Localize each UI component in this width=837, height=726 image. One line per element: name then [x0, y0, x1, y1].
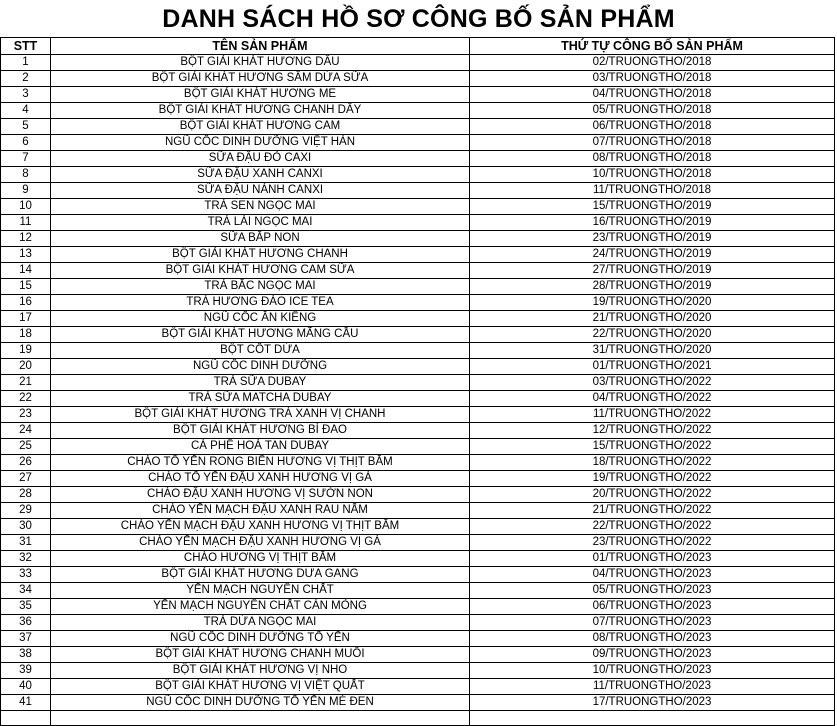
row-stt-cell[interactable]: 25 — [1, 439, 51, 455]
row-stt-cell[interactable]: 32 — [1, 551, 51, 567]
table-row — [1, 55, 835, 71]
row-announcement-number-cell[interactable]: 11/TRUONGTHO/2022 — [470, 407, 835, 423]
row-product-name-cell[interactable]: BỘT GIẢI KHÁT HƯƠNG TRÀ XANH VỊ CHANH — [51, 407, 470, 423]
row-announcement-number-cell[interactable]: 08/TRUONGTHO/2023 — [470, 631, 835, 647]
row-announcement-number-cell[interactable]: 23/TRUONGTHO/2022 — [470, 535, 835, 551]
table-row — [1, 455, 835, 471]
row-stt-cell[interactable]: 10 — [1, 199, 51, 215]
table-row — [1, 295, 835, 311]
table-row — [1, 247, 835, 263]
row-stt-cell[interactable]: 30 — [1, 519, 51, 535]
row-stt-cell[interactable]: 9 — [1, 183, 51, 199]
table-row — [1, 199, 835, 215]
row-announcement-number-cell[interactable]: 19/TRUONGTHO/2022 — [470, 471, 835, 487]
row-announcement-number-cell[interactable]: 04/TRUONGTHO/2023 — [470, 567, 835, 583]
row-announcement-number-cell[interactable]: 03/TRUONGTHO/2018 — [470, 71, 835, 87]
row-product-name-cell[interactable]: CHÁO TỔ YẾN ĐẬU XANH HƯƠNG VỊ GÀ — [51, 471, 470, 487]
row-stt-cell[interactable]: 4 — [1, 103, 51, 119]
row-stt-cell[interactable]: 5 — [1, 119, 51, 135]
table-row — [1, 647, 835, 663]
row-product-name-cell[interactable]: CHÁO YẾN MẠCH ĐẬU XANH HƯƠNG VỊ GÀ — [51, 535, 470, 551]
row-product-name-cell[interactable]: TRÀ HƯƠNG ĐÀO ICE TEA — [51, 295, 470, 311]
empty-cell[interactable] — [1, 711, 51, 726]
row-announcement-number-cell[interactable]: 22/TRUONGTHO/2022 — [470, 519, 835, 535]
row-announcement-number-cell[interactable]: 03/TRUONGTHO/2022 — [470, 375, 835, 391]
empty-cell[interactable] — [470, 711, 835, 726]
header-row — [1, 38, 835, 55]
row-stt-cell[interactable]: 7 — [1, 151, 51, 167]
table-row — [1, 535, 835, 551]
table-row — [1, 471, 835, 487]
row-product-name-cell[interactable]: BỘT GIẢI KHÁT HƯƠNG DÂU — [51, 55, 470, 71]
header-announcement-number[interactable]: THỨ TỰ CÔNG BỐ SẢN PHẨM — [470, 38, 835, 55]
sheet-title: DANH SÁCH HỒ SƠ CÔNG BỐ SẢN PHẨM — [162, 5, 675, 33]
table-row — [1, 423, 835, 439]
row-stt-cell[interactable]: 22 — [1, 391, 51, 407]
row-announcement-number-cell[interactable]: 23/TRUONGTHO/2019 — [470, 231, 835, 247]
table-row — [1, 103, 835, 119]
row-stt-cell[interactable]: 41 — [1, 695, 51, 711]
row-product-name-cell[interactable]: NGŨ CỐC DINH DƯỠNG — [51, 359, 470, 375]
table-row — [1, 87, 835, 103]
table-row — [1, 439, 835, 455]
table-row — [1, 503, 835, 519]
row-product-name-cell[interactable]: SỮA BẮP NON — [51, 231, 470, 247]
row-product-name-cell[interactable]: TRÀ SỮA MATCHA DUBAY — [51, 391, 470, 407]
table-body — [1, 55, 835, 726]
row-announcement-number-cell[interactable]: 06/TRUONGTHO/2023 — [470, 599, 835, 615]
row-product-name-cell[interactable]: BỘT GIẢI KHÁT HƯƠNG CAM SỮA — [51, 263, 470, 279]
row-product-name-cell[interactable]: BỘT GIẢI KHÁT HƯƠNG DƯA GANG — [51, 567, 470, 583]
row-product-name-cell[interactable]: SỮA ĐẬU ĐỎ CAXI — [51, 151, 470, 167]
row-announcement-number-cell[interactable]: 12/TRUONGTHO/2022 — [470, 423, 835, 439]
table-row — [1, 599, 835, 615]
row-product-name-cell[interactable]: BỘT GIẢI KHÁT HƯƠNG SÂM DỨA SỮA — [51, 71, 470, 87]
row-announcement-number-cell[interactable]: 11/TRUONGTHO/2018 — [470, 183, 835, 199]
row-product-name-cell[interactable]: SỮA ĐẬU XANH CANXI — [51, 167, 470, 183]
row-announcement-number-cell[interactable]: 31/TRUONGTHO/2020 — [470, 343, 835, 359]
row-stt-cell[interactable]: 37 — [1, 631, 51, 647]
table-row — [1, 183, 835, 199]
row-product-name-cell[interactable]: YẾN MẠCH NGUYÊN CHẤT CÁN MỎNG — [51, 599, 470, 615]
table-row — [1, 167, 835, 183]
row-product-name-cell[interactable]: NGŨ CỐC ĂN KIÊNG — [51, 311, 470, 327]
row-announcement-number-cell[interactable]: 20/TRUONGTHO/2022 — [470, 487, 835, 503]
row-product-name-cell[interactable]: BỘT GIẢI KHÁT HƯƠNG CHANH DÂY — [51, 103, 470, 119]
table-row — [1, 375, 835, 391]
row-announcement-number-cell[interactable]: 01/TRUONGTHO/2021 — [470, 359, 835, 375]
row-announcement-number-cell[interactable]: 24/TRUONGTHO/2019 — [470, 247, 835, 263]
row-stt-cell[interactable]: 26 — [1, 455, 51, 471]
table-row — [1, 695, 835, 711]
row-product-name-cell[interactable]: BỘT GIẢI KHÁT HƯƠNG BÍ ĐAO — [51, 423, 470, 439]
table-row — [1, 487, 835, 503]
table-row — [1, 119, 835, 135]
row-stt-cell[interactable]: 36 — [1, 615, 51, 631]
header-stt[interactable]: STT — [1, 38, 51, 55]
row-product-name-cell[interactable]: BỘT GIẢI KHÁT HƯƠNG CHANH MUỐI — [51, 647, 470, 663]
row-product-name-cell[interactable]: TRÀ BẮC NGỌC MAI — [51, 279, 470, 295]
row-announcement-number-cell[interactable]: 01/TRUONGTHO/2023 — [470, 551, 835, 567]
row-announcement-number-cell[interactable]: 10/TRUONGTHO/2018 — [470, 167, 835, 183]
table-row — [1, 263, 835, 279]
table-row — [1, 567, 835, 583]
row-announcement-number-cell[interactable]: 02/TRUONGTHO/2018 — [470, 55, 835, 71]
row-stt-cell[interactable]: 3 — [1, 87, 51, 103]
row-announcement-number-cell[interactable]: 10/TRUONGTHO/2023 — [470, 663, 835, 679]
row-product-name-cell[interactable]: SỮA ĐẬU NÀNH CANXI — [51, 183, 470, 199]
row-announcement-number-cell[interactable]: 04/TRUONGTHO/2018 — [470, 87, 835, 103]
row-announcement-number-cell[interactable]: 21/TRUONGTHO/2022 — [470, 503, 835, 519]
table-row — [1, 663, 835, 679]
table-row — [1, 343, 835, 359]
row-product-name-cell[interactable]: CÀ PHÊ HOÀ TAN DUBAY — [51, 439, 470, 455]
table-row — [1, 151, 835, 167]
row-stt-cell[interactable]: 33 — [1, 567, 51, 583]
row-announcement-number-cell[interactable]: 18/TRUONGTHO/2022 — [470, 455, 835, 471]
row-product-name-cell[interactable]: NGŨ CỐC DINH DƯỠNG TỔ YẾN — [51, 631, 470, 647]
row-stt-cell[interactable]: 28 — [1, 487, 51, 503]
row-announcement-number-cell[interactable]: 17/TRUONGTHO/2023 — [470, 695, 835, 711]
row-stt-cell[interactable]: 24 — [1, 423, 51, 439]
table-row — [1, 679, 835, 695]
row-product-name-cell[interactable]: BỘT GIẢI KHÁT HƯƠNG VỊ NHO — [51, 663, 470, 679]
row-announcement-number-cell[interactable]: 08/TRUONGTHO/2018 — [470, 151, 835, 167]
empty-cell[interactable] — [51, 711, 470, 726]
row-announcement-number-cell[interactable]: 07/TRUONGTHO/2023 — [470, 615, 835, 631]
row-announcement-number-cell[interactable]: 05/TRUONGTHO/2018 — [470, 103, 835, 119]
row-product-name-cell[interactable]: NGŨ CỐC DINH DƯỠNG VIỆT HÀN — [51, 135, 470, 151]
row-stt-cell[interactable]: 21 — [1, 375, 51, 391]
row-product-name-cell[interactable]: TRÀ LÀI NGỌC MAI — [51, 215, 470, 231]
table-row — [1, 311, 835, 327]
row-stt-cell[interactable]: 34 — [1, 583, 51, 599]
row-announcement-number-cell[interactable]: 16/TRUONGTHO/2019 — [470, 215, 835, 231]
row-stt-cell[interactable]: 16 — [1, 295, 51, 311]
header-product-name[interactable]: TÊN SẢN PHẨM — [51, 38, 470, 55]
row-product-name-cell[interactable]: BỘT CỐT DỪA — [51, 343, 470, 359]
row-product-name-cell[interactable]: BỘT GIẢI KHÁT HƯƠNG VỊ VIỆT QUẤT — [51, 679, 470, 695]
row-stt-cell[interactable]: 19 — [1, 343, 51, 359]
row-announcement-number-cell[interactable]: 11/TRUONGTHO/2023 — [470, 679, 835, 695]
row-stt-cell[interactable]: 14 — [1, 263, 51, 279]
row-product-name-cell[interactable]: BỘT GIẢI KHÁT HƯƠNG MÃNG CẦU — [51, 327, 470, 343]
row-stt-cell[interactable]: 23 — [1, 407, 51, 423]
row-stt-cell[interactable]: 29 — [1, 503, 51, 519]
row-product-name-cell[interactable]: NGŨ CỐC DINH DƯỠNG TỔ YẾN MÈ ĐEN — [51, 695, 470, 711]
row-product-name-cell[interactable]: CHÁO YẾN MẠCH ĐẬU XANH HƯƠNG VỊ THỊT BẰM — [51, 519, 470, 535]
table-row — [1, 215, 835, 231]
table-row — [1, 615, 835, 631]
row-announcement-number-cell[interactable]: 15/TRUONGTHO/2022 — [470, 439, 835, 455]
row-product-name-cell[interactable]: BỘT GIẢI KHÁT HƯƠNG CHANH — [51, 247, 470, 263]
row-product-name-cell[interactable]: TRÀ SỮA DUBAY — [51, 375, 470, 391]
row-stt-cell[interactable]: 11 — [1, 215, 51, 231]
row-product-name-cell[interactable]: BỘT GIẢI KHÁT HƯƠNG CAM — [51, 119, 470, 135]
table-row — [1, 407, 835, 423]
row-stt-cell[interactable]: 38 — [1, 647, 51, 663]
table-row — [1, 231, 835, 247]
row-announcement-number-cell[interactable]: 07/TRUONGTHO/2018 — [470, 135, 835, 151]
row-stt-cell[interactable]: 6 — [1, 135, 51, 151]
row-stt-cell[interactable]: 1 — [1, 55, 51, 71]
row-stt-cell[interactable]: 12 — [1, 231, 51, 247]
table-row — [1, 519, 835, 535]
empty-row — [1, 711, 835, 726]
table-row — [1, 71, 835, 87]
row-announcement-number-cell[interactable]: 04/TRUONGTHO/2022 — [470, 391, 835, 407]
row-product-name-cell[interactable]: TRÀ SEN NGỌC MAI — [51, 199, 470, 215]
row-stt-cell[interactable]: 27 — [1, 471, 51, 487]
row-stt-cell[interactable]: 20 — [1, 359, 51, 375]
row-stt-cell[interactable]: 18 — [1, 327, 51, 343]
table-row — [1, 135, 835, 151]
row-product-name-cell[interactable]: TRÀ DỨA NGỌC MAI — [51, 615, 470, 631]
table-row — [1, 631, 835, 647]
table-row — [1, 391, 835, 407]
table-row — [1, 359, 835, 375]
row-stt-cell[interactable]: 35 — [1, 599, 51, 615]
row-announcement-number-cell[interactable]: 09/TRUONGTHO/2023 — [470, 647, 835, 663]
row-product-name-cell[interactable]: YẾN MẠCH NGUYÊN CHẤT — [51, 583, 470, 599]
row-announcement-number-cell[interactable]: 21/TRUONGTHO/2020 — [470, 311, 835, 327]
row-stt-cell[interactable]: 15 — [1, 279, 51, 295]
row-announcement-number-cell[interactable]: 28/TRUONGTHO/2019 — [470, 279, 835, 295]
row-stt-cell[interactable]: 2 — [1, 71, 51, 87]
row-product-name-cell[interactable]: BỘT GIẢI KHÁT HƯƠNG ME — [51, 87, 470, 103]
row-stt-cell[interactable]: 8 — [1, 167, 51, 183]
row-stt-cell[interactable]: 40 — [1, 679, 51, 695]
product-table — [0, 37, 835, 726]
row-product-name-cell[interactable]: CHÁO HƯƠNG VỊ THỊT BẰM — [51, 551, 470, 567]
row-stt-cell[interactable]: 17 — [1, 311, 51, 327]
row-stt-cell[interactable]: 31 — [1, 535, 51, 551]
row-product-name-cell[interactable]: CHÁO YẾN MẠCH ĐẬU XANH RAU NẤM — [51, 503, 470, 519]
row-announcement-number-cell[interactable]: 22/TRUONGTHO/2020 — [470, 327, 835, 343]
table-row — [1, 583, 835, 599]
row-stt-cell[interactable]: 13 — [1, 247, 51, 263]
row-product-name-cell[interactable]: CHÁO ĐẬU XANH HƯƠNG VỊ SƯỜN NON — [51, 487, 470, 503]
table-row — [1, 327, 835, 343]
row-announcement-number-cell[interactable]: 19/TRUONGTHO/2020 — [470, 295, 835, 311]
row-announcement-number-cell[interactable]: 15/TRUONGTHO/2019 — [470, 199, 835, 215]
row-announcement-number-cell[interactable]: 27/TRUONGTHO/2019 — [470, 263, 835, 279]
row-announcement-number-cell[interactable]: 05/TRUONGTHO/2023 — [470, 583, 835, 599]
row-stt-cell[interactable]: 39 — [1, 663, 51, 679]
row-product-name-cell[interactable]: CHÁO TỔ YẾN RONG BIỂN HƯƠNG VỊ THỊT BẰM — [51, 455, 470, 471]
table-row — [1, 551, 835, 567]
row-announcement-number-cell[interactable]: 06/TRUONGTHO/2018 — [470, 119, 835, 135]
table-row — [1, 279, 835, 295]
